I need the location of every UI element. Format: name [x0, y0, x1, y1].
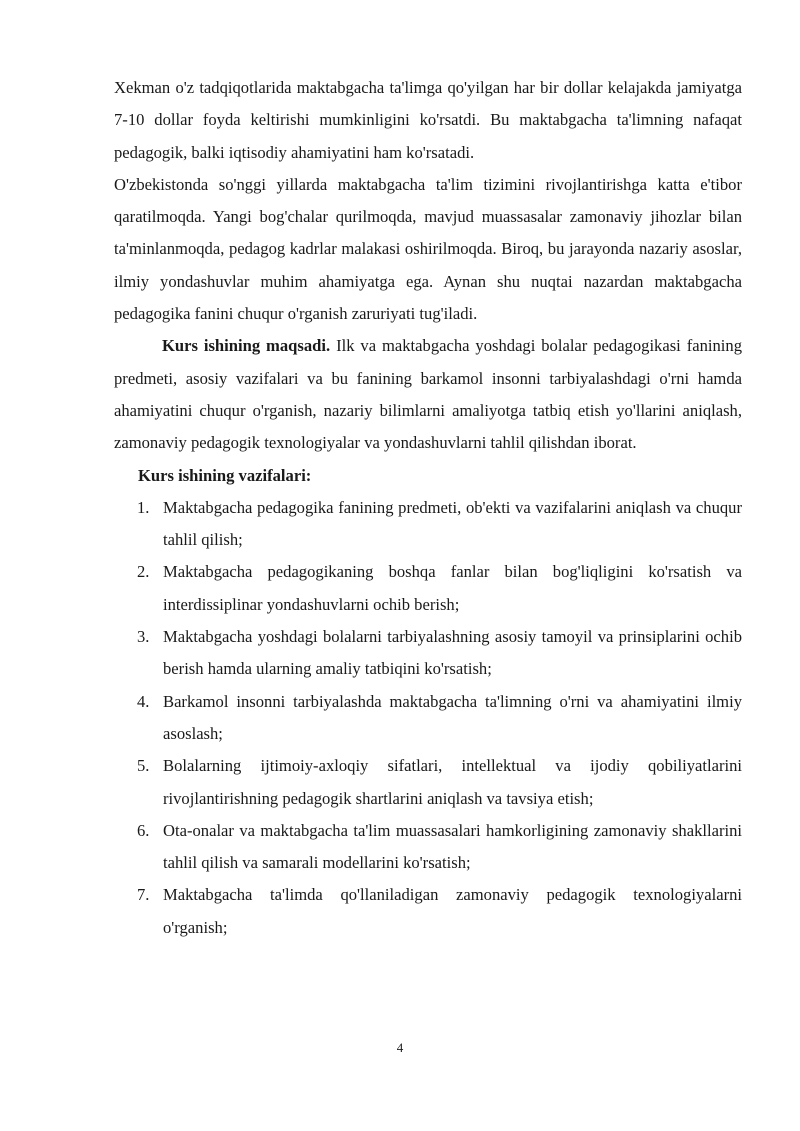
list-item [114, 621, 742, 686]
list-item-text: Bolalarning ijtimoiy-axloqiy sifatlari, intellektual va ijodiy qobiliyatlarini rivojlantirishning pedagogik shartlarini aniqlash va tavsiya etish; [163, 756, 742, 808]
list-item-text: Maktabgacha pedagogikaning boshqa fanlar bilan bog'liqligini ko'rsatish va interdissiplinar yondashuvlarni ochib berish; [163, 562, 742, 614]
paragraph-course-goal [114, 330, 742, 459]
list-item-text: Ota-onalar va maktabgacha ta'lim muassasalari hamkorligining zamonaviy shakllarini tahlil qilish va samarali modellarini ko'rsatish; [163, 820, 742, 873]
list-item [114, 879, 742, 944]
course-tasks-heading: Kurs ishining vazifalari: [138, 465, 312, 485]
list-item [114, 556, 742, 621]
list-item-text: Maktabgacha ta'limda qo'llaniladigan zamonaviy pedagogik texnologiyalarni o'rganish; [163, 885, 742, 937]
list-item-text: Maktabgacha yoshdagi bolalarni tarbiyalashning asosiy tamoyil va prinsiplarini ochib berish hamda ularning amaliy tatbiqini ko'rsatish; [163, 627, 742, 679]
list-item-number: 6. [137, 820, 150, 840]
list-item [114, 686, 742, 751]
list-item-number: 5. [137, 756, 150, 776]
list-item-text: Maktabgacha pedagogika fanining predmeti, ob'ekti va vazifalarini aniqlash va chuqur tahlil qilish; [163, 497, 742, 550]
course-tasks-list [114, 492, 742, 944]
list-item-number: 7. [137, 885, 150, 905]
list-item-number: 4. [137, 691, 150, 711]
course-goal-text: Ilk va maktabgacha yoshdagi bolalar pedagogikasi fanining predmeti, asosiy vazifalari va bu fanining barkamol insonni tarbiyalashdagi o'rni hamda ahamiyatini chuqur o'rganish, nazariy bilimlarni amaliyotga tatbiq etish yo'llarini aniqlash, zamonaviy pedagogik texnologiyalar va yondashuvlarni tahlil qilishdan iborat. [114, 336, 742, 453]
paragraph-economic-value: Xekman o'z tadqiqotlarida maktabgacha ta'limga qo'yilgan har bir dollar kelajakda jamiyatga 7-10 dollar foyda keltirishi mumkinligini ko'rsatdi. Bu maktabgacha ta'limning nafaqat pedagogik, balki iqtisodiy ahamiyatini ham ko'rsatadi. [114, 78, 742, 162]
list-item-text: Barkamol insonni tarbiyalashda maktabgacha ta'limning o'rni va ahamiyatini ilmiy asoslash; [163, 691, 742, 743]
list-item-number: 3. [137, 627, 150, 647]
page-number: 4 [396, 1040, 404, 1055]
list-item [114, 815, 742, 880]
list-item [114, 750, 742, 815]
course-goal-label: Kurs ishining maqsadi. [162, 336, 331, 356]
paragraph-uzbekistan-context: O'zbekistonda so'nggi yillarda maktabgacha ta'lim tizimini rivojlantirishga katta e'tibor qaratilmoqda. Yangi bog'chalar qurilmoqda, mavjud muassasalar zamonaviy jihozlar bilan ta'minlanmoqda, pedagog kadrlar malakasi oshirilmoqda. Biroq, bu jarayonda nazariy asoslar, ilmiy yondashuvlar muhim ahamiyatga ega. Aynan shu nuqtai nazardan maktabgacha pedagogika fanini chuqur o'rganish zaruriyati tug'iladi. [114, 174, 742, 324]
list-item [114, 492, 742, 557]
document-page [114, 72, 742, 944]
list-item-number: 1. [137, 497, 150, 517]
list-item-number: 2. [137, 562, 150, 582]
